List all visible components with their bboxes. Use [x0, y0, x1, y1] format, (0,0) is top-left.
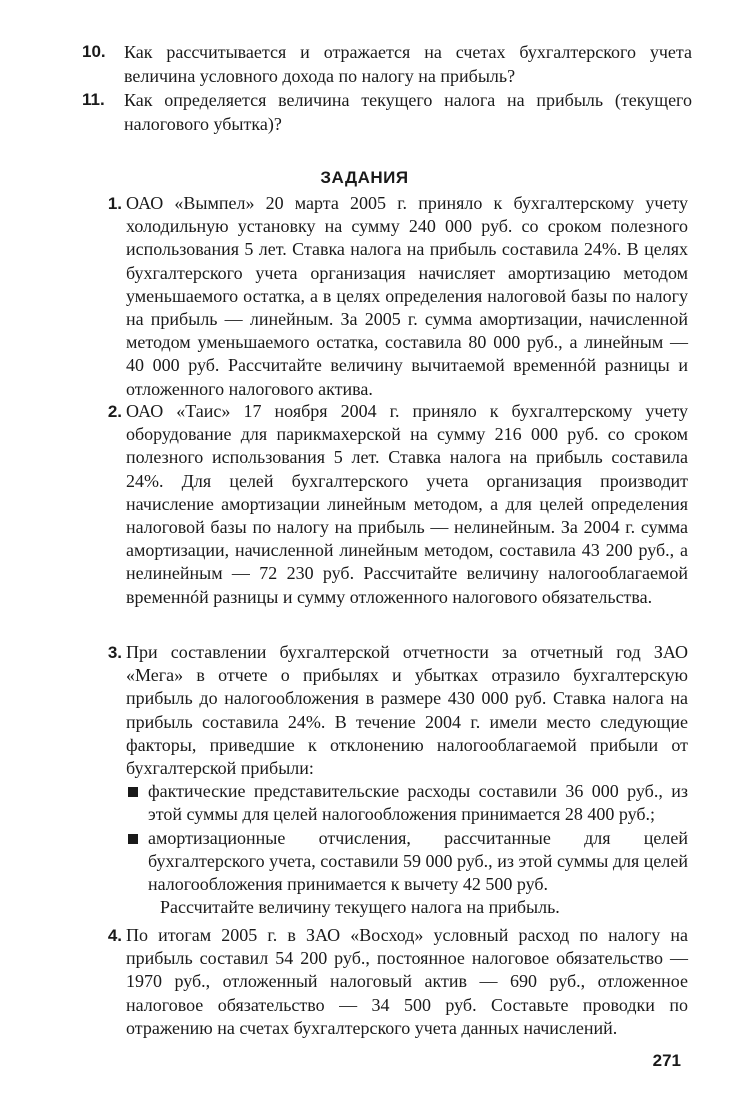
task-number: 4.	[107, 926, 122, 945]
task-number: 1.	[107, 194, 122, 213]
task-text: ОАО «Вымпел» 20 марта 2005 г. приняло к бухгалтерскому учету холодильную установку на сумму 240 000 руб. со сроком полезного использования 5 лет. Ставка налога на прибыль составила 24%. В целях бухгалтерского учета организация начисляет амортизацию методом уменьшаемого остатка, а в целях определения налоговой базы по налогу на прибыль — линейным. За 2005 г. сумма амортизации, начисленной методом уменьшаемого остатка, составила 80 000 руб., а линейным — 40 000 руб. Рассчитайте величину вычитаемой временнóй разницы и отложенного налогового актива.	[126, 193, 688, 399]
list-item	[126, 780, 688, 826]
question-text: Как определяется величина текущего налога на прибыль (текущего налогового убытка)?	[124, 90, 692, 134]
section-title: ЗАДАНИЯ	[320, 168, 409, 187]
task-body	[126, 641, 688, 919]
question-number: 11.	[82, 90, 105, 109]
list-item-text: амортизационные отчисления, рассчитанные для целей бухгалтерского учета, составили 59 000 руб., из этой суммы для целей налогообложения принимается к вычету 42 500 руб.	[148, 827, 688, 895]
task-2	[96, 400, 688, 609]
list-item	[126, 827, 688, 897]
task-closing: Рассчитайте величину текущего налога на прибыль.	[160, 897, 560, 918]
factor-list	[126, 780, 688, 896]
task-text: ОАО «Таис» 17 ноября 2004 г. приняло к бухгалтерскому учету оборудование для парикмахерской на сумму 216 000 руб. со сроком полезного использования 5 лет. Ставка налога на прибыль составила 24%. Для целей бухгалтерского учета организация производит начисление амортизации линейным методом, а для целей определения налоговой базы по налогу на прибыль — нелинейным. За 2004 г. сумма амортизации, начисленной линейным методом, составила 43 200 руб., а нелинейным — 72 230 руб. Рассчитайте величину налогооблагаемой временнóй разницы и сумму отложенного налогового обязательства.	[126, 401, 688, 607]
task-4	[96, 924, 688, 1040]
question-text: Как рассчитывается и отражается на счетах бухгалтерского учета величина условного дохода по налогу на прибыль?	[124, 42, 692, 86]
task-text: При составлении бухгалтерской отчетности за отчетный год ЗАО «Мега» в отчете о прибылях и убытках отразило бухгалтерскую прибыль до налогообложения в размере 430 000 руб. Ставка налога на прибыль составила 24%. В течение 2004 г. имели место следующие факторы, приведшие к отклонению налогооблагаемой прибыли от бухгалтерской прибыли:	[126, 642, 688, 779]
task-number: 3.	[107, 643, 122, 662]
task-number: 2.	[107, 402, 122, 421]
list-item-text: фактические представительские расходы составили 36 000 руб., из этой суммы для целей налогообложения принимается 28 400 руб.;	[148, 781, 688, 825]
question-number: 10.	[82, 42, 106, 61]
task-1	[96, 192, 688, 401]
bullet-square-icon	[128, 834, 138, 844]
task-3	[96, 641, 688, 919]
bullet-square-icon	[128, 787, 138, 797]
page-number: 271	[652, 1051, 681, 1070]
question-11	[82, 88, 692, 136]
question-10	[82, 40, 692, 88]
task-text: По итогам 2005 г. в ЗАО «Восход» условный расход по налогу на прибыль составил 54 200 руб., постоянное налоговое обязательство — 1970 руб., отложенный налоговый актив — 690 руб., отложенное налоговое обязательство — 34 500 руб. Составьте проводки по отражению на счетах бухгалтерского учета данных начислений.	[126, 925, 688, 1038]
